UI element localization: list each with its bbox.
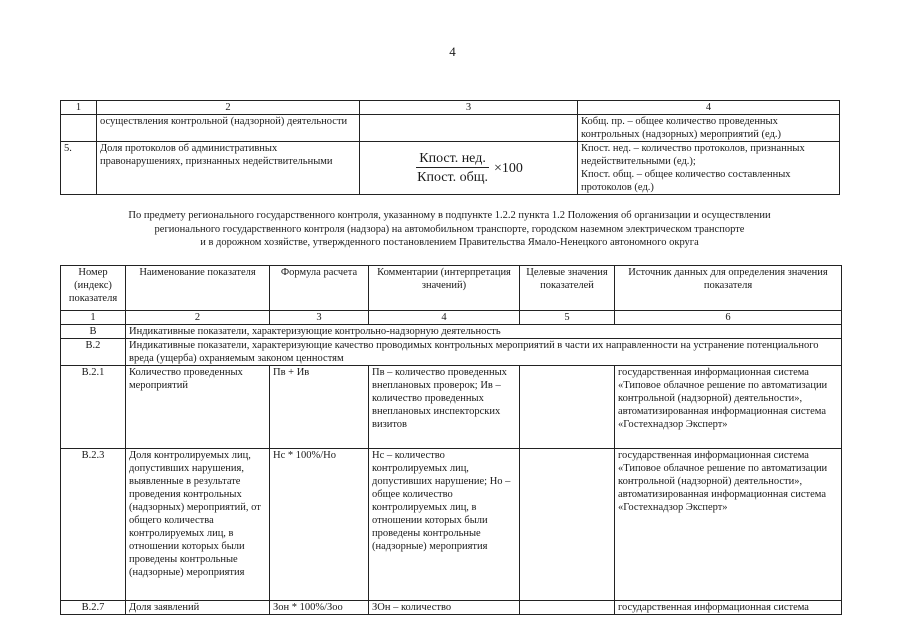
caption-line: и в дорожном хозяйстве, утвержденного постановлением Правительства Ямало-Ненецкого автономного округа: [200, 237, 699, 248]
column-number: 3: [270, 311, 369, 325]
section-index: В: [61, 325, 126, 339]
indicator-formula: Пв + Ив: [270, 366, 369, 449]
comment-line: Кпост. нед. – количество протоколов, признанных недействительными (ед.);: [581, 143, 805, 167]
top-table-col-4-header: 4: [578, 101, 840, 115]
top-table-cell: Кобщ. пр. – общее количество проведенных контрольных (надзорных) мероприятий (ед.): [578, 115, 840, 142]
indicator-name: Количество проведенных мероприятий: [126, 366, 270, 449]
indicator-source: государственная информационная система: [615, 601, 842, 615]
indicator-target: [520, 366, 615, 449]
section-index: В.2: [61, 339, 126, 366]
formula-numerator: Кпост. нед.: [416, 152, 489, 168]
header-data-source: Источник данных для определения значения показателя: [615, 266, 842, 311]
caption-line: По предмету регионального государственного контроля, указанному в подпункте 1.2.2 пункта 1.2 Положения об организации и осуществлении: [128, 210, 771, 221]
caption-line: регионального государственного контроля (надзора) на автомобильном транспорте, городском наземном электрическом транспорте: [154, 223, 745, 235]
column-number: 4: [369, 311, 520, 325]
top-table-cell: [360, 115, 578, 142]
indicator-comment: Нс – количество контролируемых лиц, допустивших нарушение; Но – общее количество контролируемых лиц, в отношении которых были проведены контрольные (надзорные) мероприятия: [369, 449, 520, 601]
indicators-table: [60, 265, 842, 615]
top-table: [60, 100, 840, 195]
formula: [363, 142, 574, 194]
indicator-source: государственная информационная система «Типовое облачное решение по автоматизации контрольной (надзорной) деятельности», автоматизированная информационная система «Гостехнадзор Эксперт»: [615, 366, 842, 449]
header-target-values: Целевые значения показателей: [520, 266, 615, 311]
top-table-cell: [61, 115, 97, 142]
indicator-target: [520, 601, 615, 615]
indicator-index: В.2.7: [61, 601, 126, 615]
formula-fraction: [414, 152, 491, 184]
header-formula: Формула расчета: [270, 266, 369, 311]
top-table-col-2-header: 2: [97, 101, 360, 115]
column-numbers-row: [61, 311, 842, 325]
indicator-name: Доля контролируемых лиц, допустивших нарушения, выявленные в результате проведения контрольных (надзорных) мероприятий, от общего количества контролируемых лиц, в отношении которых были проведены контрольные (надзорные) мероприятия: [126, 449, 270, 601]
top-table-col-3-header: 3: [360, 101, 578, 115]
section-caption: [60, 209, 839, 250]
table-row: [61, 449, 842, 601]
indicator-source: государственная информационная система «Типовое облачное решение по автоматизации контрольной (надзорной) деятельности», автоматизированная информационная система «Гостехнадзор Эксперт»: [615, 449, 842, 601]
top-table-row-5: [61, 142, 840, 195]
column-number: 1: [61, 311, 126, 325]
comment-cell: [578, 142, 840, 195]
section-row-b2: [61, 339, 842, 366]
top-table-col-1-header: 1: [61, 101, 97, 115]
indicator-comment: Пв – количество проведенных внеплановых проверок; Ив – количество проведенных внеплановых инспекторских визитов: [369, 366, 520, 449]
table-row: [61, 366, 842, 449]
header-name: Наименование показателя: [126, 266, 270, 311]
formula-denominator: Кпост. общ.: [417, 170, 488, 185]
indicator-formula: Нс * 100%/Но: [270, 449, 369, 601]
indicator-index: В.2.3: [61, 449, 126, 601]
comment-line: Кпост. общ. – общее количество составленных протоколов (ед.): [581, 169, 791, 193]
header-comments: Комментарии (интерпретация значений): [369, 266, 520, 311]
table-row: [61, 601, 842, 615]
section-title: Индикативные показатели, характеризующие контрольно-надзорную деятельность: [126, 325, 842, 339]
indicators-table-header-row: [61, 266, 842, 311]
indicator-index: В.2.1: [61, 366, 126, 449]
indicator-name: Доля протоколов об административных правонарушениях, признанных недействительными: [97, 142, 360, 195]
page-number: 4: [449, 44, 456, 59]
indicator-formula: Зон * 100%/Зоо: [270, 601, 369, 615]
column-number: 2: [126, 311, 270, 325]
section-title: Индикативные показатели, характеризующие качество проводимых контрольных мероприятий в части их направленности на устранение потенциального вреда (ущерба) охраняемым законом ценностям: [126, 339, 842, 366]
indicator-comment: ЗОн – количество: [369, 601, 520, 615]
row-number: 5.: [61, 142, 97, 195]
column-number: 6: [615, 311, 842, 325]
indicator-name: Доля заявлений: [126, 601, 270, 615]
top-table-header-row: [61, 101, 840, 115]
formula-multiplier: ×100: [493, 160, 523, 176]
indicator-target: [520, 449, 615, 601]
top-table-cell: осуществления контрольной (надзорной) деятельности: [97, 115, 360, 142]
header-index: Номер (индекс) показателя: [61, 266, 126, 311]
top-table-continued-row: [61, 115, 840, 142]
column-number: 5: [520, 311, 615, 325]
section-row-b: [61, 325, 842, 339]
formula-cell: [360, 142, 578, 195]
